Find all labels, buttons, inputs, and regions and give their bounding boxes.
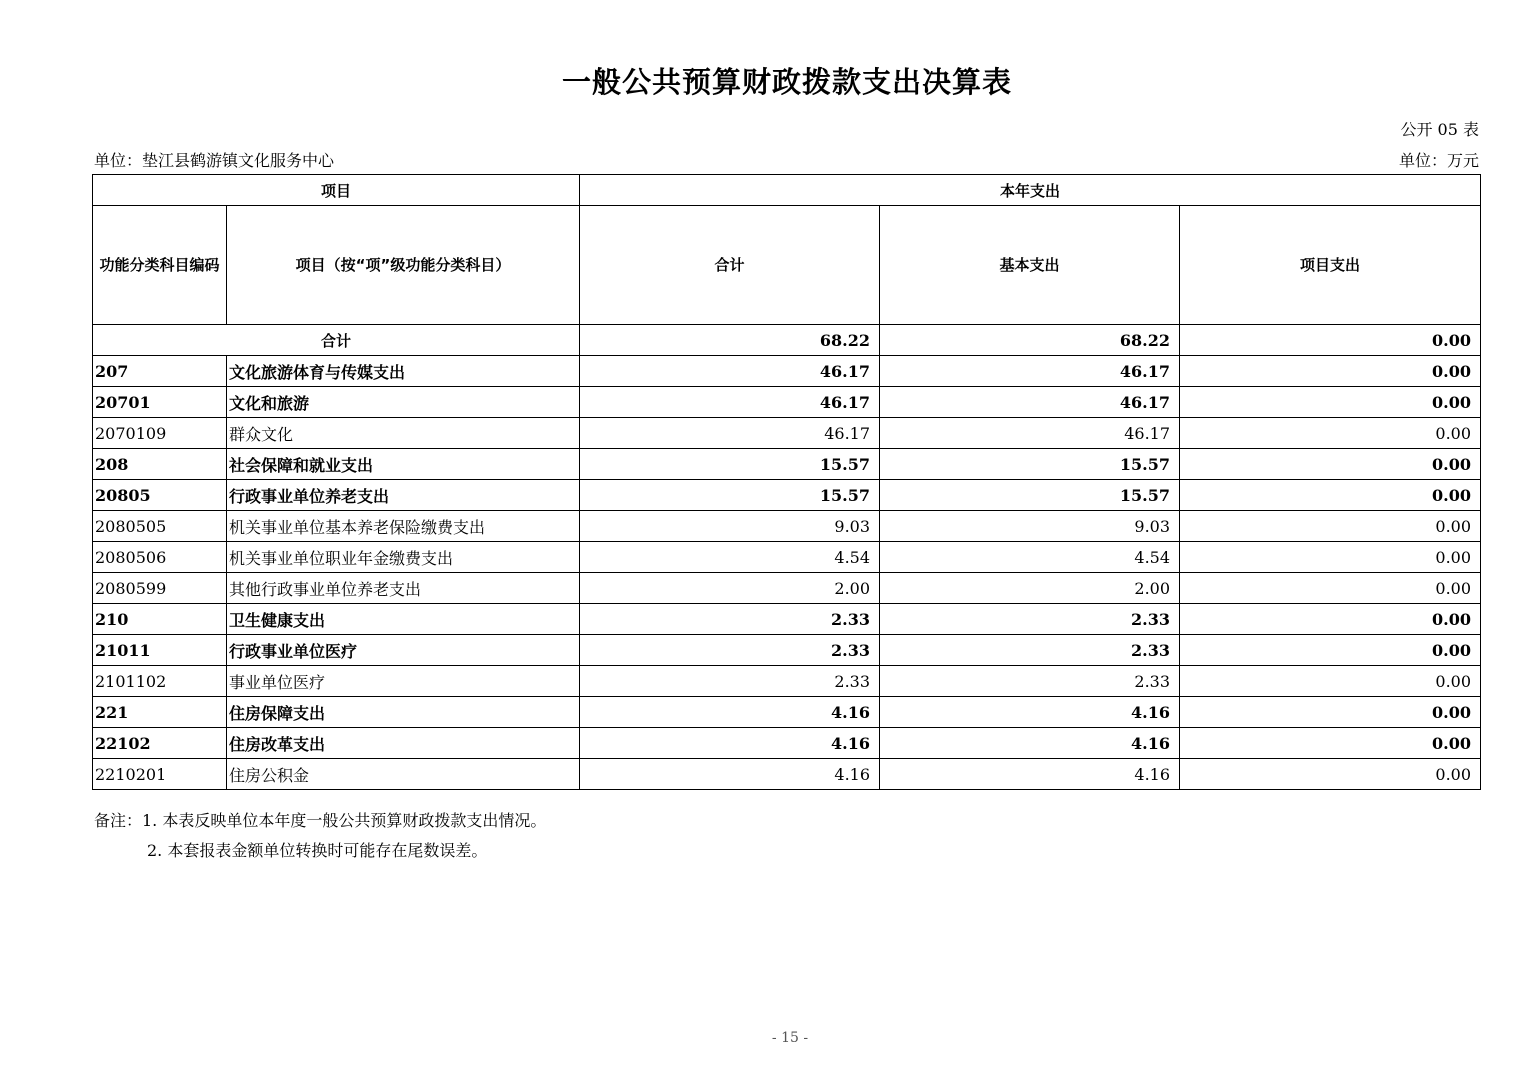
table-row [93, 356, 1481, 387]
table-row [93, 542, 1481, 573]
row-project: 0.00 [1180, 666, 1481, 697]
note-line-2: 2. 本套报表金额单位转换时可能存在尾数误差。 [147, 841, 488, 860]
total-label: 合计 [93, 325, 580, 356]
row-project: 0.00 [1180, 542, 1481, 573]
unit-organization: 单位：垫江县鹤游镇文化服务中心 [94, 151, 335, 170]
row-basic: 2.33 [880, 604, 1180, 635]
row-code: 208 [93, 449, 227, 480]
header-basic-expenditure: 基本支出 [880, 206, 1180, 325]
row-code: 21011 [93, 635, 227, 666]
row-name: 行政事业单位医疗 [227, 635, 580, 666]
row-total: 9.03 [580, 511, 880, 542]
row-basic: 9.03 [880, 511, 1180, 542]
header-function-code: 功能分类科目编码 [93, 206, 227, 325]
table-row [93, 480, 1481, 511]
row-name: 卫生健康支出 [227, 604, 580, 635]
row-basic: 15.57 [880, 480, 1180, 511]
row-name: 事业单位医疗 [227, 666, 580, 697]
note-line-1: 备注：1. 本表反映单位本年度一般公共预算财政拨款支出情况。 [94, 811, 547, 830]
row-name: 机关事业单位基本养老保险缴费支出 [227, 511, 580, 542]
row-code: 22102 [93, 728, 227, 759]
row-total: 46.17 [580, 418, 880, 449]
row-name: 文化旅游体育与传媒支出 [227, 356, 580, 387]
row-project: 0.00 [1180, 511, 1481, 542]
total-basic: 68.22 [880, 325, 1180, 356]
row-name: 其他行政事业单位养老支出 [227, 573, 580, 604]
table-row [93, 635, 1481, 666]
expenditure-table [92, 174, 1481, 790]
table-row [93, 573, 1481, 604]
header-current-year-expenditure: 本年支出 [580, 175, 1481, 206]
row-basic: 4.16 [880, 759, 1180, 790]
row-name: 机关事业单位职业年金缴费支出 [227, 542, 580, 573]
row-name: 群众文化 [227, 418, 580, 449]
total-project: 0.00 [1180, 325, 1481, 356]
row-total: 4.16 [580, 697, 880, 728]
row-project: 0.00 [1180, 480, 1481, 511]
row-basic: 4.54 [880, 542, 1180, 573]
row-basic: 2.33 [880, 635, 1180, 666]
row-project: 0.00 [1180, 697, 1481, 728]
form-number: 公开 05 表 [1400, 120, 1479, 139]
row-total: 15.57 [580, 449, 880, 480]
page-number: - 15 - [771, 1030, 809, 1046]
row-name: 社会保障和就业支出 [227, 449, 580, 480]
row-code: 221 [93, 697, 227, 728]
row-total: 4.16 [580, 728, 880, 759]
row-code: 2080505 [93, 511, 227, 542]
row-basic: 46.17 [880, 356, 1180, 387]
row-project: 0.00 [1180, 418, 1481, 449]
row-code: 210 [93, 604, 227, 635]
row-code: 20805 [93, 480, 227, 511]
table-row [93, 759, 1481, 790]
notes [94, 806, 546, 866]
row-project: 0.00 [1180, 635, 1481, 666]
row-code: 2080599 [93, 573, 227, 604]
table-row [93, 728, 1481, 759]
header-project-expenditure: 项目支出 [1180, 206, 1481, 325]
page-title: 一般公共预算财政拨款支出决算表 [561, 65, 1012, 99]
table-row [93, 604, 1481, 635]
row-name: 住房公积金 [227, 759, 580, 790]
header-item-name: 项目（按“项”级功能分类科目） [227, 206, 580, 325]
row-project: 0.00 [1180, 759, 1481, 790]
row-code: 20701 [93, 387, 227, 418]
total-row [93, 325, 1481, 356]
row-basic: 46.17 [880, 418, 1180, 449]
table-row [93, 449, 1481, 480]
table-row [93, 511, 1481, 542]
unit-currency: 单位：万元 [1398, 151, 1479, 170]
row-code: 2210201 [93, 759, 227, 790]
row-project: 0.00 [1180, 604, 1481, 635]
row-basic: 46.17 [880, 387, 1180, 418]
row-total: 2.00 [580, 573, 880, 604]
table-row [93, 697, 1481, 728]
row-total: 15.57 [580, 480, 880, 511]
row-project: 0.00 [1180, 356, 1481, 387]
total-sum: 68.22 [580, 325, 880, 356]
row-total: 46.17 [580, 387, 880, 418]
row-basic: 15.57 [880, 449, 1180, 480]
header-project-group: 项目 [93, 175, 580, 206]
row-name: 行政事业单位养老支出 [227, 480, 580, 511]
table-row [93, 418, 1481, 449]
row-total: 2.33 [580, 666, 880, 697]
row-total: 2.33 [580, 635, 880, 666]
row-project: 0.00 [1180, 387, 1481, 418]
row-project: 0.00 [1180, 728, 1481, 759]
row-basic: 4.16 [880, 697, 1180, 728]
table-row [93, 387, 1481, 418]
row-total: 2.33 [580, 604, 880, 635]
header-total: 合计 [580, 206, 880, 325]
row-code: 207 [93, 356, 227, 387]
row-project: 0.00 [1180, 573, 1481, 604]
row-name: 住房保障支出 [227, 697, 580, 728]
row-total: 4.16 [580, 759, 880, 790]
row-project: 0.00 [1180, 449, 1481, 480]
table-row [93, 666, 1481, 697]
row-code: 2101102 [93, 666, 227, 697]
row-name: 住房改革支出 [227, 728, 580, 759]
row-basic: 4.16 [880, 728, 1180, 759]
row-total: 4.54 [580, 542, 880, 573]
row-basic: 2.33 [880, 666, 1180, 697]
row-basic: 2.00 [880, 573, 1180, 604]
row-code: 2080506 [93, 542, 227, 573]
row-code: 2070109 [93, 418, 227, 449]
row-total: 46.17 [580, 356, 880, 387]
row-name: 文化和旅游 [227, 387, 580, 418]
